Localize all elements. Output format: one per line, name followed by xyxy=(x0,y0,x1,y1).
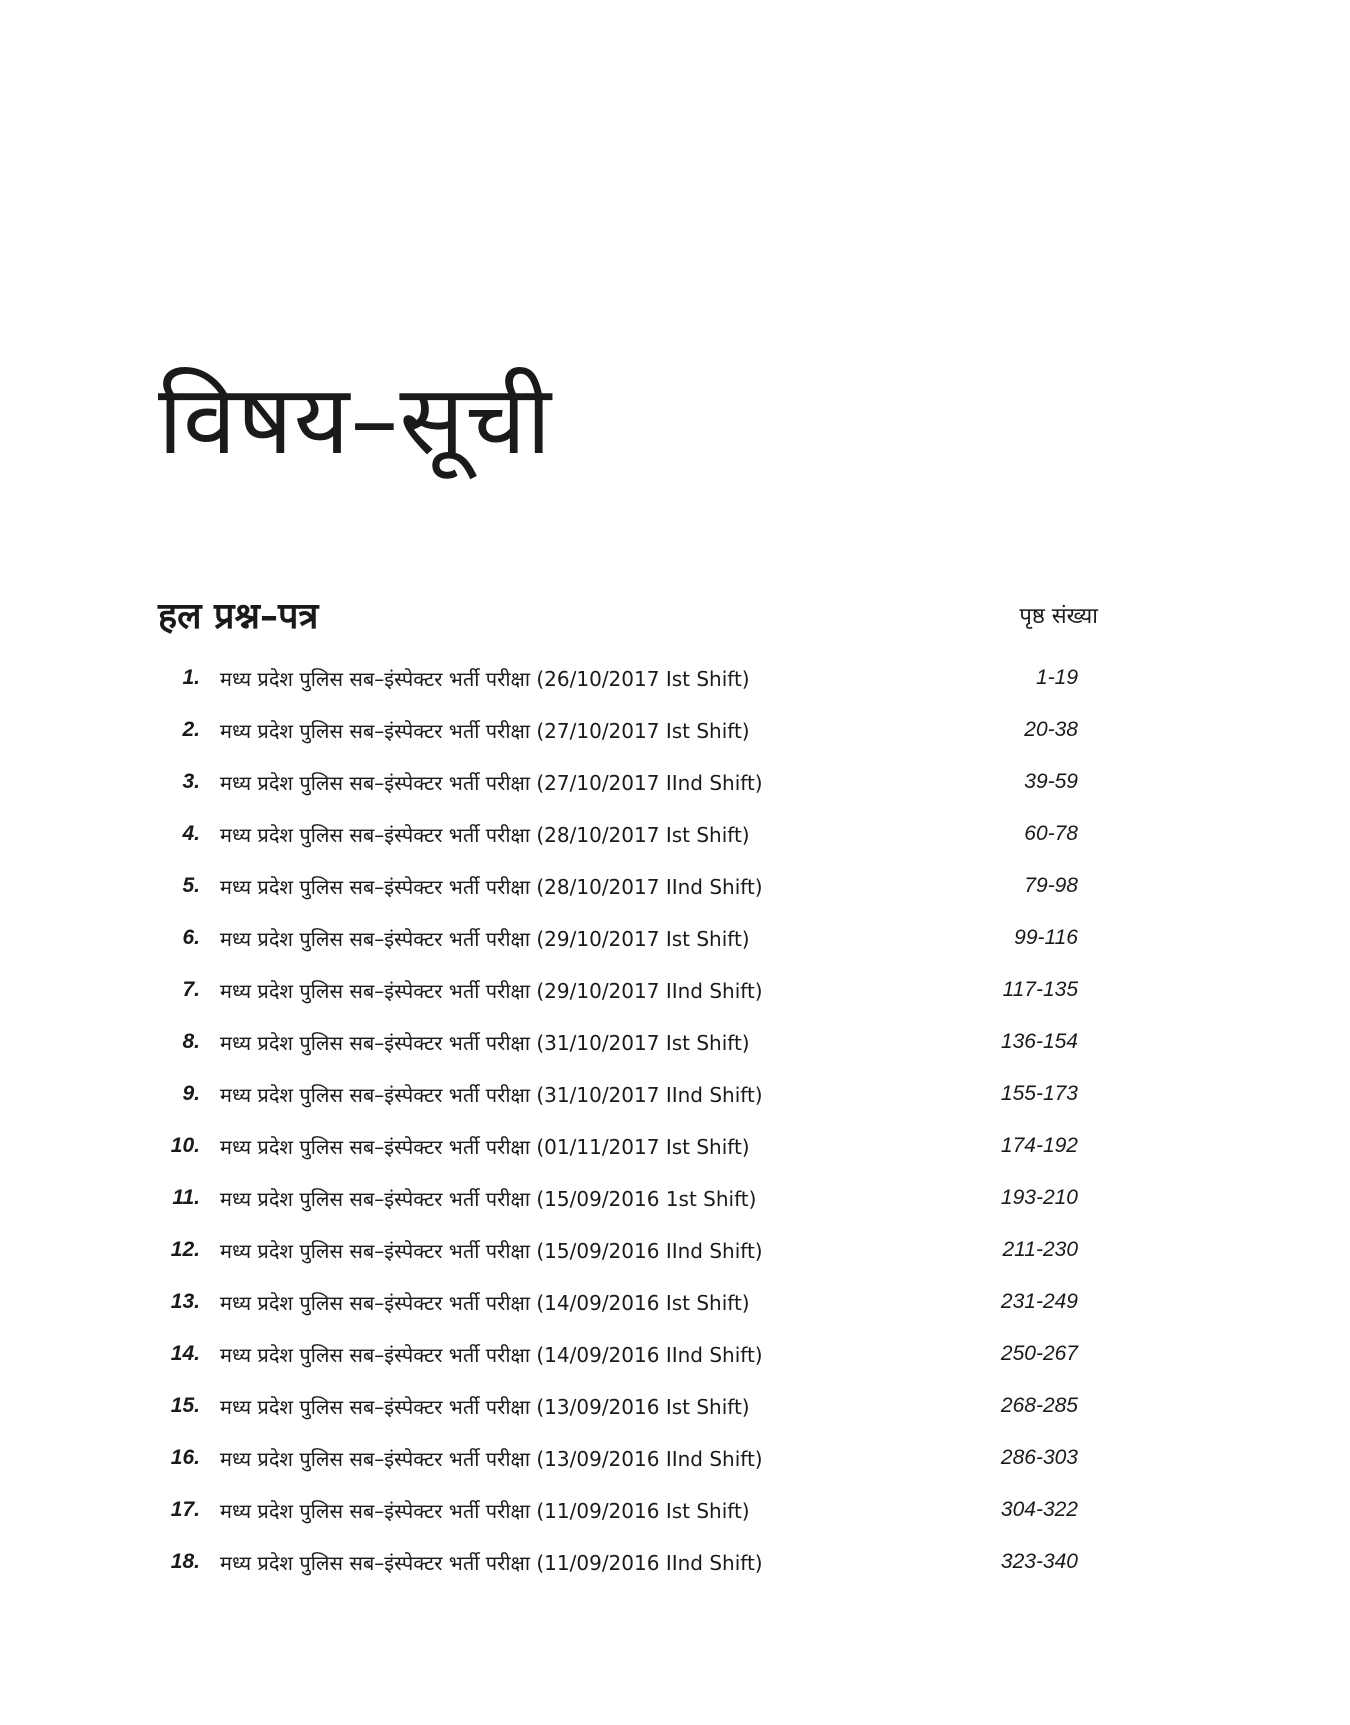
toc-entry-number: 2. xyxy=(182,718,200,741)
toc-entry-number: 5. xyxy=(182,874,200,897)
toc-entry[interactable] xyxy=(158,652,1078,704)
toc-entry-page-range: 304-322 xyxy=(1000,1498,1078,1521)
toc-entry-title: मध्य प्रदेश पुलिस सब–इंस्पेक्टर भर्ती परीक्षा (31/10/2017 IInd Shift) xyxy=(220,1082,763,1107)
toc-entry-title: मध्य प्रदेश पुलिस सब–इंस्पेक्टर भर्ती परीक्षा (14/09/2016 IInd Shift) xyxy=(220,1342,763,1367)
toc-entry[interactable] xyxy=(158,1380,1078,1432)
toc-entry[interactable] xyxy=(158,1276,1078,1328)
toc-entry-title: मध्य प्रदेश पुलिस सब–इंस्पेक्टर भर्ती परीक्षा (27/10/2017 IInd Shift) xyxy=(220,770,763,795)
toc-entry-page-range: 286-303 xyxy=(1000,1446,1078,1469)
toc-entry-number: 3. xyxy=(182,770,200,793)
toc-entry-number: 9. xyxy=(182,1082,200,1105)
toc-entry[interactable] xyxy=(158,1016,1078,1068)
toc-entry-number: 18. xyxy=(170,1550,200,1573)
toc-entry-title: मध्य प्रदेश पुलिस सब–इंस्पेक्टर भर्ती परीक्षा (26/10/2017 Ist Shift) xyxy=(220,666,750,691)
toc-entry-page-range: 155-173 xyxy=(1000,1082,1078,1105)
toc-entry-number: 4. xyxy=(182,822,200,845)
toc-entry[interactable] xyxy=(158,1432,1078,1484)
section-title: हल प्रश्न–पत्र xyxy=(158,596,319,637)
toc-entry-title: मध्य प्रदेश पुलिस सब–इंस्पेक्टर भर्ती परीक्षा (28/10/2017 Ist Shift) xyxy=(220,822,750,847)
toc-entry-title: मध्य प्रदेश पुलिस सब–इंस्पेक्टर भर्ती परीक्षा (29/10/2017 IInd Shift) xyxy=(220,978,763,1003)
toc-entry-page-range: 231-249 xyxy=(1000,1290,1078,1313)
toc-entry-page-range: 174-192 xyxy=(1000,1134,1078,1157)
toc-entry-page-range: 20-38 xyxy=(1024,718,1078,741)
toc-entry[interactable] xyxy=(158,964,1078,1016)
toc-entry-number: 10. xyxy=(170,1134,200,1157)
toc-entry[interactable] xyxy=(158,1172,1078,1224)
page-number-column-label: पृष्ठ संख्या xyxy=(1019,604,1098,629)
toc-entry-page-range: 250-267 xyxy=(1000,1342,1078,1365)
toc-entry-title: मध्य प्रदेश पुलिस सब–इंस्पेक्टर भर्ती परीक्षा (13/09/2016 Ist Shift) xyxy=(220,1394,750,1419)
toc-entry-page-range: 79-98 xyxy=(1024,874,1078,897)
toc-entry-number: 15. xyxy=(170,1394,200,1417)
toc-entry-title: मध्य प्रदेश पुलिस सब–इंस्पेक्टर भर्ती परीक्षा (13/09/2016 IInd Shift) xyxy=(220,1446,763,1471)
toc-entry-title: मध्य प्रदेश पुलिस सब–इंस्पेक्टर भर्ती परीक्षा (31/10/2017 Ist Shift) xyxy=(220,1030,750,1055)
section-header xyxy=(158,594,1098,640)
toc-entry-title: मध्य प्रदेश पुलिस सब–इंस्पेक्टर भर्ती परीक्षा (11/09/2016 Ist Shift) xyxy=(220,1498,750,1523)
toc-entry-page-range: 136-154 xyxy=(1000,1030,1078,1053)
toc-entry-page-range: 60-78 xyxy=(1024,822,1078,845)
toc-list xyxy=(158,652,1078,1588)
toc-entry-number: 17. xyxy=(170,1498,200,1521)
toc-entry-title: मध्य प्रदेश पुलिस सब–इंस्पेक्टर भर्ती परीक्षा (28/10/2017 IInd Shift) xyxy=(220,874,763,899)
toc-entry-number: 7. xyxy=(182,978,200,1001)
toc-entry[interactable] xyxy=(158,1328,1078,1380)
toc-entry-number: 11. xyxy=(172,1186,200,1209)
toc-entry[interactable] xyxy=(158,1224,1078,1276)
toc-entry-title: मध्य प्रदेश पुलिस सब–इंस्पेक्टर भर्ती परीक्षा (27/10/2017 Ist Shift) xyxy=(220,718,750,743)
toc-entry[interactable] xyxy=(158,704,1078,756)
toc-entry-number: 16. xyxy=(170,1446,200,1469)
toc-entry-number: 14. xyxy=(170,1342,200,1365)
page-title: विषय–सूची xyxy=(158,364,553,476)
toc-entry-page-range: 211-230 xyxy=(1002,1238,1078,1261)
toc-entry-page-range: 323-340 xyxy=(1000,1550,1078,1573)
toc-entry-title: मध्य प्रदेश पुलिस सब–इंस्पेक्टर भर्ती परीक्षा (11/09/2016 IInd Shift) xyxy=(220,1550,763,1575)
toc-entry-page-range: 117-135 xyxy=(1002,978,1078,1001)
toc-entry-number: 1. xyxy=(182,666,200,689)
toc-entry-page-range: 268-285 xyxy=(1000,1394,1078,1417)
toc-entry[interactable] xyxy=(158,1536,1078,1588)
toc-entry-page-range: 99-116 xyxy=(1014,926,1078,949)
toc-entry[interactable] xyxy=(158,1068,1078,1120)
toc-entry-number: 8. xyxy=(182,1030,200,1053)
toc-entry-title: मध्य प्रदेश पुलिस सब–इंस्पेक्टर भर्ती परीक्षा (15/09/2016 IInd Shift) xyxy=(220,1238,763,1263)
toc-entry[interactable] xyxy=(158,1120,1078,1172)
toc-entry-number: 12. xyxy=(170,1238,200,1261)
toc-entry[interactable] xyxy=(158,756,1078,808)
toc-entry-number: 6. xyxy=(182,926,200,949)
toc-entry-page-range: 1-19 xyxy=(1035,666,1078,689)
toc-entry-page-range: 193-210 xyxy=(1000,1186,1078,1209)
toc-entry-title: मध्य प्रदेश पुलिस सब–इंस्पेक्टर भर्ती परीक्षा (29/10/2017 Ist Shift) xyxy=(220,926,750,951)
toc-entry-title: मध्य प्रदेश पुलिस सब–इंस्पेक्टर भर्ती परीक्षा (15/09/2016 1st Shift) xyxy=(220,1186,757,1211)
toc-entry-number: 13. xyxy=(170,1290,200,1313)
toc-entry[interactable] xyxy=(158,912,1078,964)
toc-entry[interactable] xyxy=(158,808,1078,860)
toc-entry-title: मध्य प्रदेश पुलिस सब–इंस्पेक्टर भर्ती परीक्षा (01/11/2017 Ist Shift) xyxy=(220,1134,750,1159)
toc-entry-title: मध्य प्रदेश पुलिस सब–इंस्पेक्टर भर्ती परीक्षा (14/09/2016 Ist Shift) xyxy=(220,1290,750,1315)
toc-entry-page-range: 39-59 xyxy=(1024,770,1078,793)
toc-entry[interactable] xyxy=(158,860,1078,912)
toc-entry[interactable] xyxy=(158,1484,1078,1536)
